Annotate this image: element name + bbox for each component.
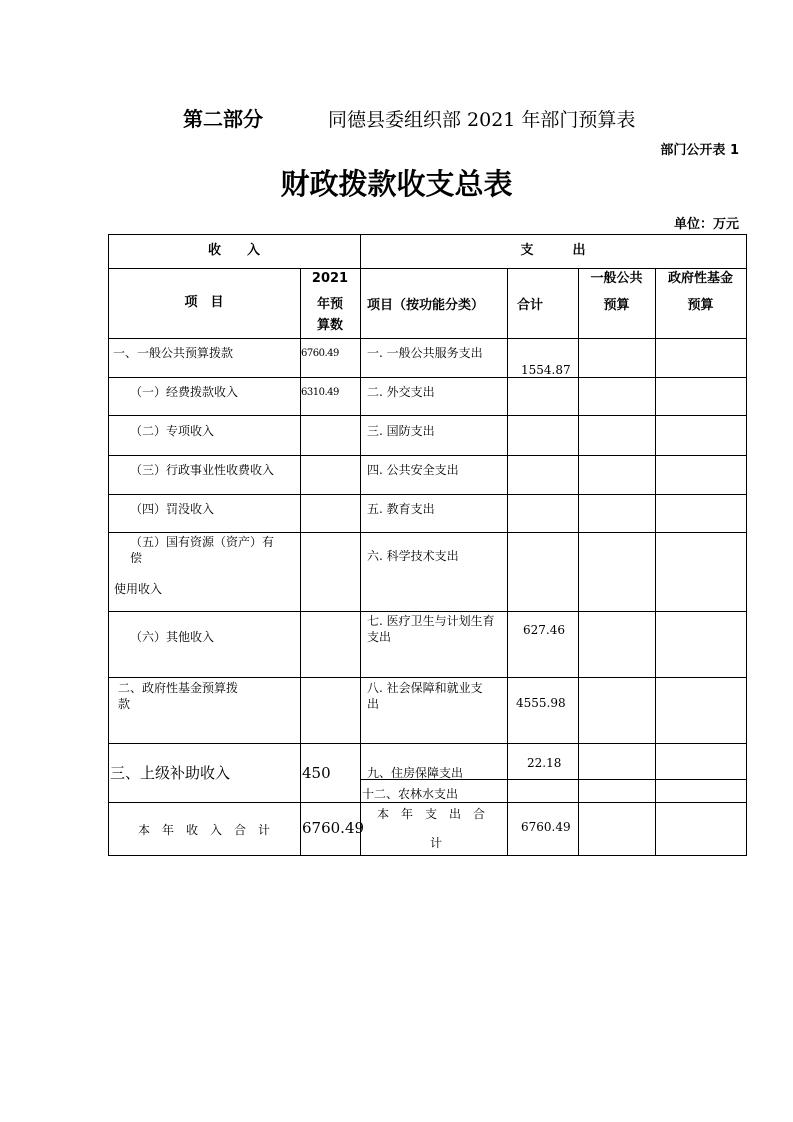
income-row-label: 三、上级补助收入 xyxy=(110,764,231,782)
expense-row-total: 627.46 xyxy=(523,623,565,637)
expense-row-label: 四. 公共安全支出 xyxy=(367,463,459,477)
form-number: 部门公开表 1 xyxy=(660,143,739,158)
expense-row-label: 二. 外交支出 xyxy=(367,385,435,399)
unit-label: 单位：万元 xyxy=(673,217,739,232)
col-func-item-header: 项目（按功能分类） xyxy=(367,298,485,313)
expense-row-label: 八. 社会保障和就业支 xyxy=(367,681,483,695)
expense-row-label: 出 xyxy=(367,697,380,711)
col-item-header: 项 目 xyxy=(184,295,224,310)
col-fund-header-2: 预算 xyxy=(687,298,714,313)
income-row-label: 使用收入 xyxy=(114,582,163,596)
income-row-label: （五）国有资源（资产）有 xyxy=(130,535,275,549)
expense-row-label: 一. 一般公共服务支出 xyxy=(367,346,483,360)
income-row-label: 二、政府性基金预算拨 xyxy=(118,681,239,695)
expense-row-total: 1554.87 xyxy=(521,363,571,377)
income-total-value: 6760.49 xyxy=(302,819,365,837)
col-budget-header-1: 2021 xyxy=(311,271,349,286)
income-row-value: 6310.49 xyxy=(301,387,339,398)
expense-total-label: 计 xyxy=(430,836,443,850)
department-title: 同德县委组织部 2021 年部门预算表 xyxy=(328,109,636,131)
income-row-label: （四）罚没收入 xyxy=(130,502,215,516)
col-budget-header-3: 算数 xyxy=(316,318,343,333)
expense-row-label: 七. 医疗卫生与计划生育 xyxy=(367,614,495,628)
income-row-value: 450 xyxy=(302,764,331,782)
expense-total-label: 本 年 支 出 合 xyxy=(377,807,486,821)
col-general-header-2: 预算 xyxy=(603,298,630,313)
expense-header: 支 出 xyxy=(520,243,586,258)
income-row-value: 6760.49 xyxy=(301,348,339,359)
income-row-label: （六）其他收入 xyxy=(130,630,215,644)
page-title: 财政拨款收支总表 xyxy=(280,167,513,201)
expense-total-value: 6760.49 xyxy=(521,820,571,834)
income-row-label: 款 xyxy=(118,697,131,711)
income-row-label: （二）专项收入 xyxy=(130,424,215,438)
col-budget-header-2: 年预 xyxy=(316,297,343,312)
col-general-header-1: 一般公共 xyxy=(590,271,643,286)
expense-row-label: 十二、农林水支出 xyxy=(362,787,459,801)
income-row-label: 偿 xyxy=(130,551,143,565)
expense-row-label: 五. 教育支出 xyxy=(367,502,435,516)
col-fund-header-1: 政府性基金 xyxy=(667,271,733,286)
income-row-label: （三）行政事业性收费收入 xyxy=(130,463,275,477)
income-header: 收 入 xyxy=(207,243,260,258)
expense-row-label: 六. 科学技术支出 xyxy=(367,549,459,563)
income-row-label: 一、一般公共预算拨款 xyxy=(113,346,234,360)
income-total-label: 本 年 收 入 合 计 xyxy=(137,823,270,837)
expense-row-total: 4555.98 xyxy=(516,696,566,710)
expense-row-label: 九、住房保障支出 xyxy=(367,766,464,780)
part-title: 第二部分 xyxy=(183,107,263,131)
expense-row-total: 22.18 xyxy=(527,756,562,770)
expense-row-label: 三. 国防支出 xyxy=(367,424,435,438)
expense-row-label: 支出 xyxy=(367,630,392,644)
col-total-header: 合计 xyxy=(517,298,544,313)
income-row-label: （一）经费拨款收入 xyxy=(130,385,239,399)
